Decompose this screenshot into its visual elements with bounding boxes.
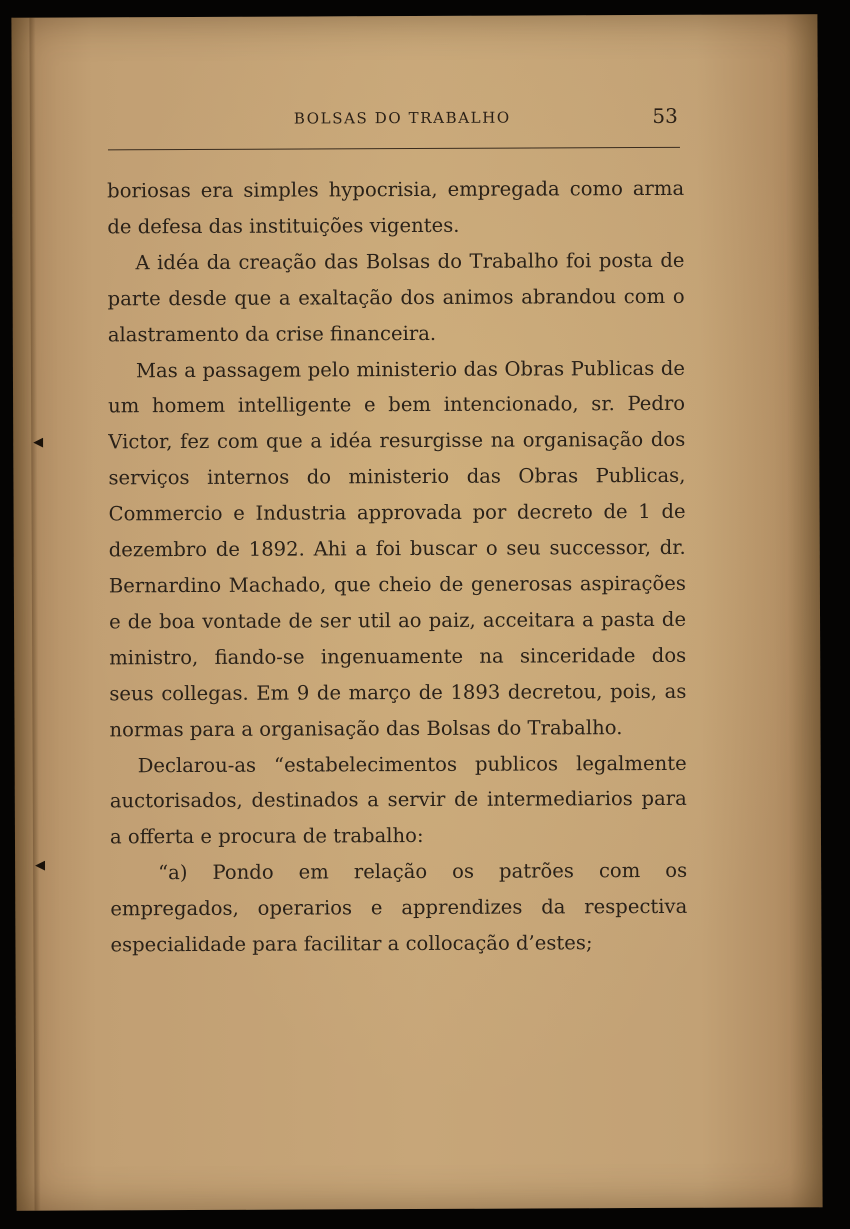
running-title: BOLSAS DO TRABALHO	[293, 108, 511, 128]
paragraph-quoted-item: “a) Pondo em relação os patrões com os empregados, operarios e apprendizes da respectiva especialidade para facilitar a collocação d’estes;	[110, 859, 688, 957]
page-number: 53	[652, 103, 678, 128]
binding-mark	[33, 438, 43, 448]
header-rule	[108, 147, 680, 150]
paragraph-continued: boriosas era simples hypocrisia, empregada como arma de defesa das instituições vigentes.	[107, 176, 685, 239]
running-head	[108, 103, 678, 138]
paragraph: A idéa da creação das Bolsas do Trabalho foi posta de parte desde que a exaltação dos animos abrandou com o alastramento da crise financeira.	[107, 248, 685, 346]
book-page	[11, 14, 822, 1211]
body-text	[107, 171, 687, 963]
binding-mark	[35, 861, 45, 871]
paragraph: Mas a passagem pelo ministerio das Obras Publicas de um homem intelligente e bem intencionado, sr. Pedro Victor, fez com que a idéa resurgisse na organisação dos serviços internos do ministerio das Obras Publicas, Commercio e Industria approvada por decreto de 1 de dezembro de 1892. Ahi a foi buscar o seu successor, dr. Bernardino Machado, que cheio de generosas aspirações e de boa vontade de ser util ao paiz, acceitara a pasta de ministro, fiando-se ingenuamente na sinceridade dos seus collegas. Em 9 de março de 1893 decretou, pois, as normas para a organisação das Bolsas do Trabalho.	[108, 356, 687, 741]
paragraph: Declarou-as “estabelecimentos publicos legalmente auctorisados, destinados a servir de intermediarios para a offerta e procura de trabalho:	[109, 751, 687, 849]
